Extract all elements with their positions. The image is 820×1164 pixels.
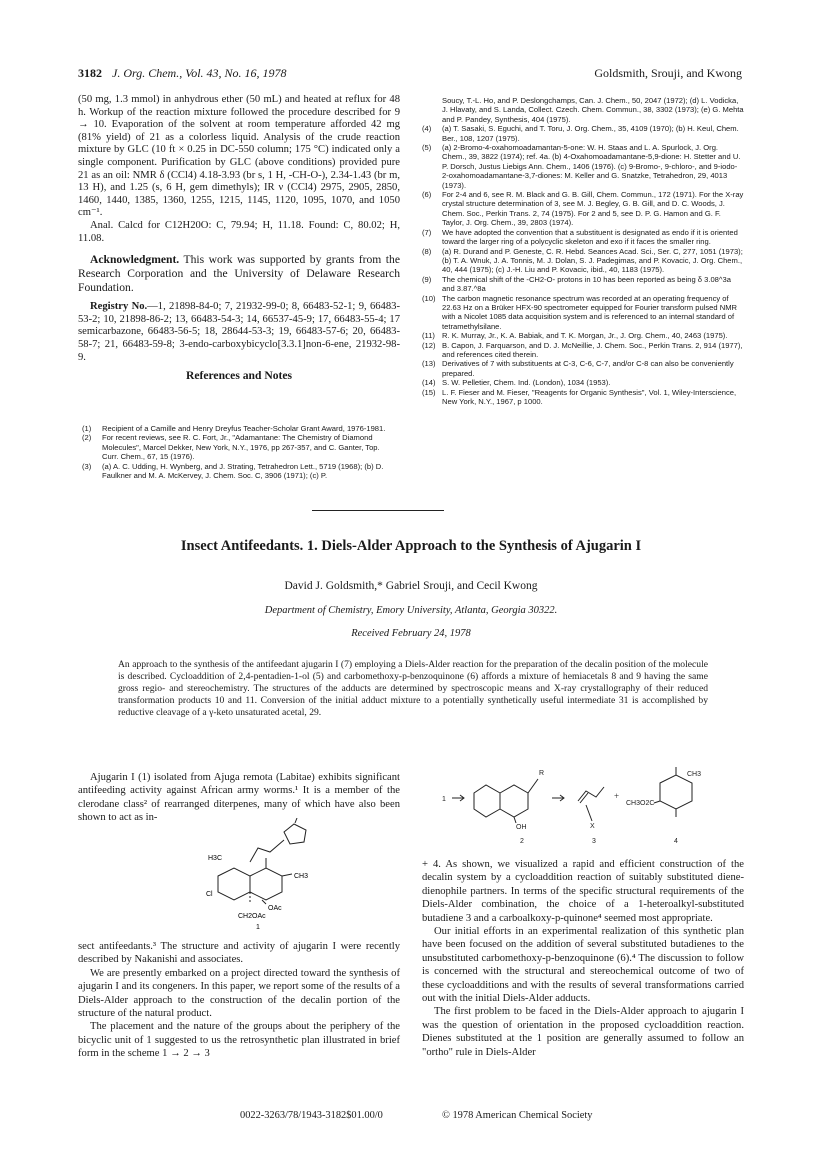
journal-citation: J. Org. Chem., Vol. 43, No. 16, 1978 bbox=[112, 66, 287, 80]
body-left-bottom bbox=[78, 940, 400, 1061]
body-right-p2: Our initial efforts in an experimental realization of this synthetic plan have been focused on the addition of several substituted butadienes to the unsubstituted carbomethoxy-p-benzoquinone (6).⁴ The discussion to follow is concerned with the structural and stereochemical outcome of two of these cycloadditions and with the results of several transformations carried out with the initial Diels-Alder adducts. bbox=[422, 926, 744, 1005]
reference-number: (11) bbox=[422, 331, 435, 341]
body-right-p3: The first problem to be faced in the Diels-Alder approach to ajugarin I was the question of orientation in the proposed cycloaddition reaction. Dienes substituted at the 1 position are generally assumed to follow an "ortho" rule in Diels-Alder bbox=[422, 1006, 744, 1058]
side-chain bbox=[250, 840, 284, 862]
reference-number: (4) bbox=[422, 124, 432, 134]
reference-item bbox=[422, 359, 744, 378]
reference-text: Recipient of a Camille and Henry Dreyfus Teacher-Scholar Grant Award, 1976-1981. bbox=[102, 424, 386, 433]
ch2oac-label: CH2OAc bbox=[238, 913, 266, 920]
reference-item bbox=[422, 341, 744, 360]
reference-number: (13) bbox=[422, 359, 436, 369]
reference-item bbox=[422, 331, 744, 340]
reference-number: (2) bbox=[82, 433, 92, 443]
reference-number: (9) bbox=[422, 274, 432, 284]
article-title: Insect Antifeedants. 1. Diels-Alder Approach to the Synthesis of Ajugarin I bbox=[180, 538, 642, 554]
scheme-quinone-ring bbox=[660, 775, 692, 809]
reference-text: (a) R. Durand and P. Geneste, C. R. Hebd. Seances Acad. Sci., Ser. C, 277, 1051 (1973); (b) T. A. Wnuk, J. A. Tonnis, M. J. Dolan, S. J. Padegimas, and P. Kovacic, J. Org. Chem., 40, 444 (1975); (c) J.-H. Liu and P. Kovacic, ibid., 40, 1183 (1975). bbox=[442, 246, 743, 275]
reference-item bbox=[422, 143, 744, 190]
retrosynthesis-scheme bbox=[420, 765, 744, 845]
reference-item bbox=[422, 190, 744, 228]
references-heading: References and Notes bbox=[185, 369, 293, 383]
body-left-top bbox=[78, 771, 400, 825]
scheme-x-label: X bbox=[590, 823, 595, 830]
reference-item bbox=[422, 388, 744, 407]
reference-text: L. F. Fieser and M. Fieser, "Reagents for Organic Synthesis", Vol. 1, Wiley-Interscience, New York, N.Y., 1967, p 1000. bbox=[442, 387, 737, 406]
ring-a bbox=[218, 868, 250, 900]
reference-number: (6) bbox=[422, 190, 432, 200]
experimental-paragraph: (50 mg, 1.3 mmol) in anhydrous ether (50 mL) and heated at reflux for 48 h. Workup of the reaction mixture followed the procedure described for 9 → 10. Evaporation of the solvent at room temperature afforded 42 mg (81% yield) of 21 as a colorless liquid. Analysis of the crude reaction mixture by GLC (10 ft × 0.25 in DC-550 column; 175 °C) indicated only a single component. Purification by GLC (above conditions) provided pure 21 as an oil: NMR δ (CCl4) 4.18-3.93 (br s, 1 H, -CH-O-), 2.34-1.43 (br m, 13 H), and 1.25 (s, 6 H, gem dimethyls); IR ν (CCl4) 2975, 2905, 2850, 1460, 1440, 1385, 1360, 1255, 1215, 1145, 1120, 1095, 1070, and 1050 cm⁻¹. bbox=[78, 94, 400, 219]
oac-label: OAc bbox=[268, 905, 282, 912]
ch3-label: CH3 bbox=[294, 873, 309, 880]
body-left-p2: sect antifeedants.³ The structure and activity of ajugarin I were recently described by Nakanishi and associates. bbox=[78, 941, 400, 966]
scheme-ring-b bbox=[500, 785, 528, 817]
reference-item bbox=[422, 247, 744, 275]
compound-number-4: 4 bbox=[674, 838, 678, 845]
reference-item bbox=[422, 275, 744, 294]
reference-number: (7) bbox=[422, 227, 432, 237]
body-left-p4: The placement and the nature of the groups about the periphery of the bicyclic unit of 1 suggested to us the retrosynthetic plan illustrated in brief form in the scheme 1 → 2 → 3 bbox=[78, 1021, 400, 1060]
structure-1-figure bbox=[198, 818, 348, 930]
reference-number: (10) bbox=[422, 293, 436, 303]
compound-number-2: 2 bbox=[520, 838, 524, 845]
page-number: 3182 bbox=[78, 66, 102, 80]
acknowledgment-text: This work was supported by grants from the Research Corporation and the University of Delaware Research Foundation. bbox=[78, 253, 400, 295]
scheme-ch3-label: CH3 bbox=[687, 771, 702, 778]
article-received: Received February 24, 1978 bbox=[351, 628, 471, 639]
scheme-oh-label: OH bbox=[516, 824, 527, 831]
registry-text: —1, 21898-84-0; 7, 21932-99-0; 8, 66483-52-1; 9, 66483-53-2; 10, 21898-86-2; 13, 66483-54-3; 14, 66537-45-9; 17, 66483-55-4; 17 semicarbazone, 66483-56-5; 18, 28644-53-3; 19, 66483-57-6; 20, 66483-58-7; 21, 66483-59-8; 3-endo-carboxybicyclo[3.3.1]non-6-ene, 21932-98-9. bbox=[78, 301, 400, 363]
scheme-plus: + bbox=[614, 791, 620, 801]
reference-item bbox=[82, 433, 398, 461]
reference-item bbox=[422, 378, 744, 387]
reference-number: (12) bbox=[422, 340, 436, 350]
references-right bbox=[422, 96, 744, 406]
acknowledgment bbox=[78, 253, 400, 295]
scheme-r-label: R bbox=[539, 770, 545, 777]
article-authors: David J. Goldsmith,* Gabriel Srouji, and Cecil Kwong bbox=[284, 580, 538, 592]
registry-label: Registry No. bbox=[90, 301, 148, 313]
scheme-diene bbox=[578, 787, 604, 803]
ring-b bbox=[250, 868, 282, 900]
reference-item bbox=[82, 462, 398, 481]
analysis-paragraph: Anal. Calcd for C12H20O: C, 79.94; H, 11.18. Found: C, 80.02; H, 11.08. bbox=[78, 219, 400, 244]
reference-text: For recent reviews, see R. C. Fort, Jr., "Adamantane: The Chemistry of Diamond Molecules", Marcel Dekker, New York, N.Y., 1976, pp 267-357, and C. Ganter, Top. Curr. Chem., 67, 15 (1976). bbox=[102, 433, 380, 462]
left-top-column bbox=[78, 94, 400, 383]
reference-text: Derivatives of 7 with substituents at C-3, C-6, C-7, and/or C-8 can also be conveniently prepared. bbox=[442, 359, 734, 378]
reference-text: For 2-4 and 6, see R. M. Black and G. B. Gill, Chem. Commun., 172 (1971). For the X-ray crystal structure determination of 3, see M. J. Begley, G. B. Gill, and D. C. Woods, J. Chem. Soc., Perkin Trans. 2, 74 (1975). For 2 and 5, see D. P. G. Hamon and G. F. Taylor, J. Org. Chem., 39, 2803 (1974). bbox=[442, 190, 744, 228]
reference-number: (8) bbox=[422, 246, 432, 256]
scheme-ester-label: CH3O2C bbox=[626, 800, 655, 807]
article-abstract: An approach to the synthesis of the antifeedant ajugarin I (7) employing a Diels-Alder reaction for the preparation of the decalin position of the molecule is described. Cycloaddition of 2,4-pentadien-1-ol (5) and carbomethoxy-p-benzoquinone (6) affords a mixture of hemiacetals 8 and 9 having the same gross regio- and stereochemistry. The structures of the adducts are determined by spectroscopic means and X-ray crystallography of their reduced transformation products 10 and 11. Conversion of the initial adduct mixture to a potentially synthetically useful intermediate 31 is accomplished by reductive cleavage of a γ-keto unsaturated acetal, 29. bbox=[118, 659, 708, 718]
reference-item bbox=[82, 424, 398, 433]
reference-text: Soucy, T.-L. Ho, and P. Deslongchamps, Can. J. Chem., 50, 2047 (1972); (d) L. Vodicka, J. Hlavaty, and S. Landa, Collect. Czech. Chem. Commun., 38, 3302 (1973); (e) G. Mehta and P. Pandey, Synthesis, 404 (1975). bbox=[442, 96, 744, 124]
reference-number bbox=[422, 96, 442, 124]
reference-text: The carbon magnetic resonance spectrum was recorded at an operating frequency of 22.63 Hz on a Brüker HFX-90 spectrometer equipped for Fourier transform pulsed NMR with a Nicolet 1085 data acquisition system and is referenced to an internal standard of tetramethylsilane. bbox=[442, 293, 738, 331]
reference-item bbox=[422, 294, 744, 332]
reference-text: S. W. Pelletier, Chem. Ind. (London), 1034 (1953). bbox=[442, 378, 611, 388]
furanone-ring bbox=[284, 824, 306, 844]
reference-text: (a) 2-Bromo-4-oxahomoadamantan-5-one: W. H. Staas and L. A. Spurlock, J. Org. Chem., 39, 3822 (1974); ref. 4a. (b) 4-Oxahomoadamantane-5,9-dione: H. Stetter and U. P. Dorsch, Justus Liebigs Ann. Chem., 1406 (1976). (c) 9-Bromo-, 9-chloro-, and 9-iodo-2-oxahomoadamantane-3,7-diones: M. Keller and G. Snatzke, Tetrahedron, 29, 4013 (1973). bbox=[442, 143, 741, 190]
reference-text: B. Capon, J. Farquarson, and D. J. McNeillie, J. Chem. Soc., Perkin Trans. 2, 914 (1977), and references cited therein. bbox=[442, 340, 743, 359]
body-right bbox=[422, 858, 744, 1059]
reference-number: (14) bbox=[422, 378, 436, 388]
reference-item bbox=[422, 124, 744, 143]
reference-item bbox=[422, 96, 744, 124]
reference-text: (a) A. C. Udding, H. Wynberg, and J. Strating, Tetrahedron Lett., 5719 (1968); (b) D. Faulkner and M. A. McKervey, J. Chem. Soc. C, 3906 (1971); (c) P. bbox=[102, 461, 384, 481]
references-left bbox=[82, 424, 398, 480]
scheme-arrow-1 bbox=[452, 795, 464, 801]
article-affiliation: Department of Chemistry, Emory University, Atlanta, Georgia 30322. bbox=[264, 605, 558, 616]
reference-text: R. K. Murray, Jr., K. A. Babiak, and T. K. Morgan, Jr., J. Org. Chem., 40, 2463 (1975). bbox=[442, 331, 728, 341]
compound-number-1: 1 bbox=[256, 924, 260, 930]
intro-paragraph: Ajugarin I (1) isolated from Ajuga remota (Labitae) exhibits significant antifeeding activity against African army worms.¹ It is a member of the clerodane class² of rearranged diterpenes, many of which have also been shown to act as in- bbox=[78, 772, 400, 824]
reference-number: (1) bbox=[82, 424, 92, 433]
footer-copyright: © 1978 American Chemical Society bbox=[442, 1110, 593, 1121]
reference-number: (15) bbox=[422, 387, 436, 397]
scheme-start-label: 1 bbox=[442, 796, 446, 803]
cl-label: Cl bbox=[206, 891, 213, 898]
reference-text: We have adopted the convention that a substituent is designated as endo if it is oriented toward the larger ring of a polycyclic skeleton and exo if it faces the smaller ring. bbox=[442, 227, 738, 247]
reference-number: (5) bbox=[422, 143, 432, 153]
body-left-p3: We are presently embarked on a project directed toward the synthesis of ajugarin I and its congeners. In this paper, we report some of the results of a Diels-Alder approach to the construction of the decalin portion of the structure of the natural product. bbox=[78, 967, 400, 1020]
scheme-ring-a bbox=[474, 785, 500, 817]
section-divider bbox=[312, 510, 444, 511]
scheme-arrow-2 bbox=[552, 795, 564, 801]
acknowledgment-label: Acknowledgment. bbox=[90, 253, 180, 267]
compound-number-3: 3 bbox=[592, 838, 596, 845]
running-authors: Goldsmith, Srouji, and Kwong bbox=[594, 66, 742, 80]
h3c-label: H3C bbox=[208, 855, 223, 862]
reference-number: (3) bbox=[82, 461, 92, 471]
reference-text: (a) T. Sasaki, S. Eguchi, and T. Toru, J. Org. Chem., 35, 4109 (1970); (b) H. Keul, Chem. Ber., 108, 1207 (1975). bbox=[442, 124, 739, 143]
reference-item bbox=[422, 228, 744, 247]
registry-numbers bbox=[78, 301, 400, 364]
footer-code: 0022-3263/78/1943-3182$01.00/0 bbox=[240, 1110, 383, 1121]
reference-text: The chemical shift of the -CH2-O- protons in 10 has been reported as being δ 3.08^3a and 3.87.^8a bbox=[442, 274, 731, 294]
body-right-p1: + 4. As shown, we visualized a rapid and efficient construction of the decalin system by a cycloaddition reaction of suitably substituted diene-dienophile partners. In terms of the specific structural requirements of the Diels-Alder combination, the choice of a 1-heteroalkyl-substituted butadiene 3 and a carboalkoxy-p-quinone⁴ seemed most appropriate. bbox=[422, 859, 744, 924]
